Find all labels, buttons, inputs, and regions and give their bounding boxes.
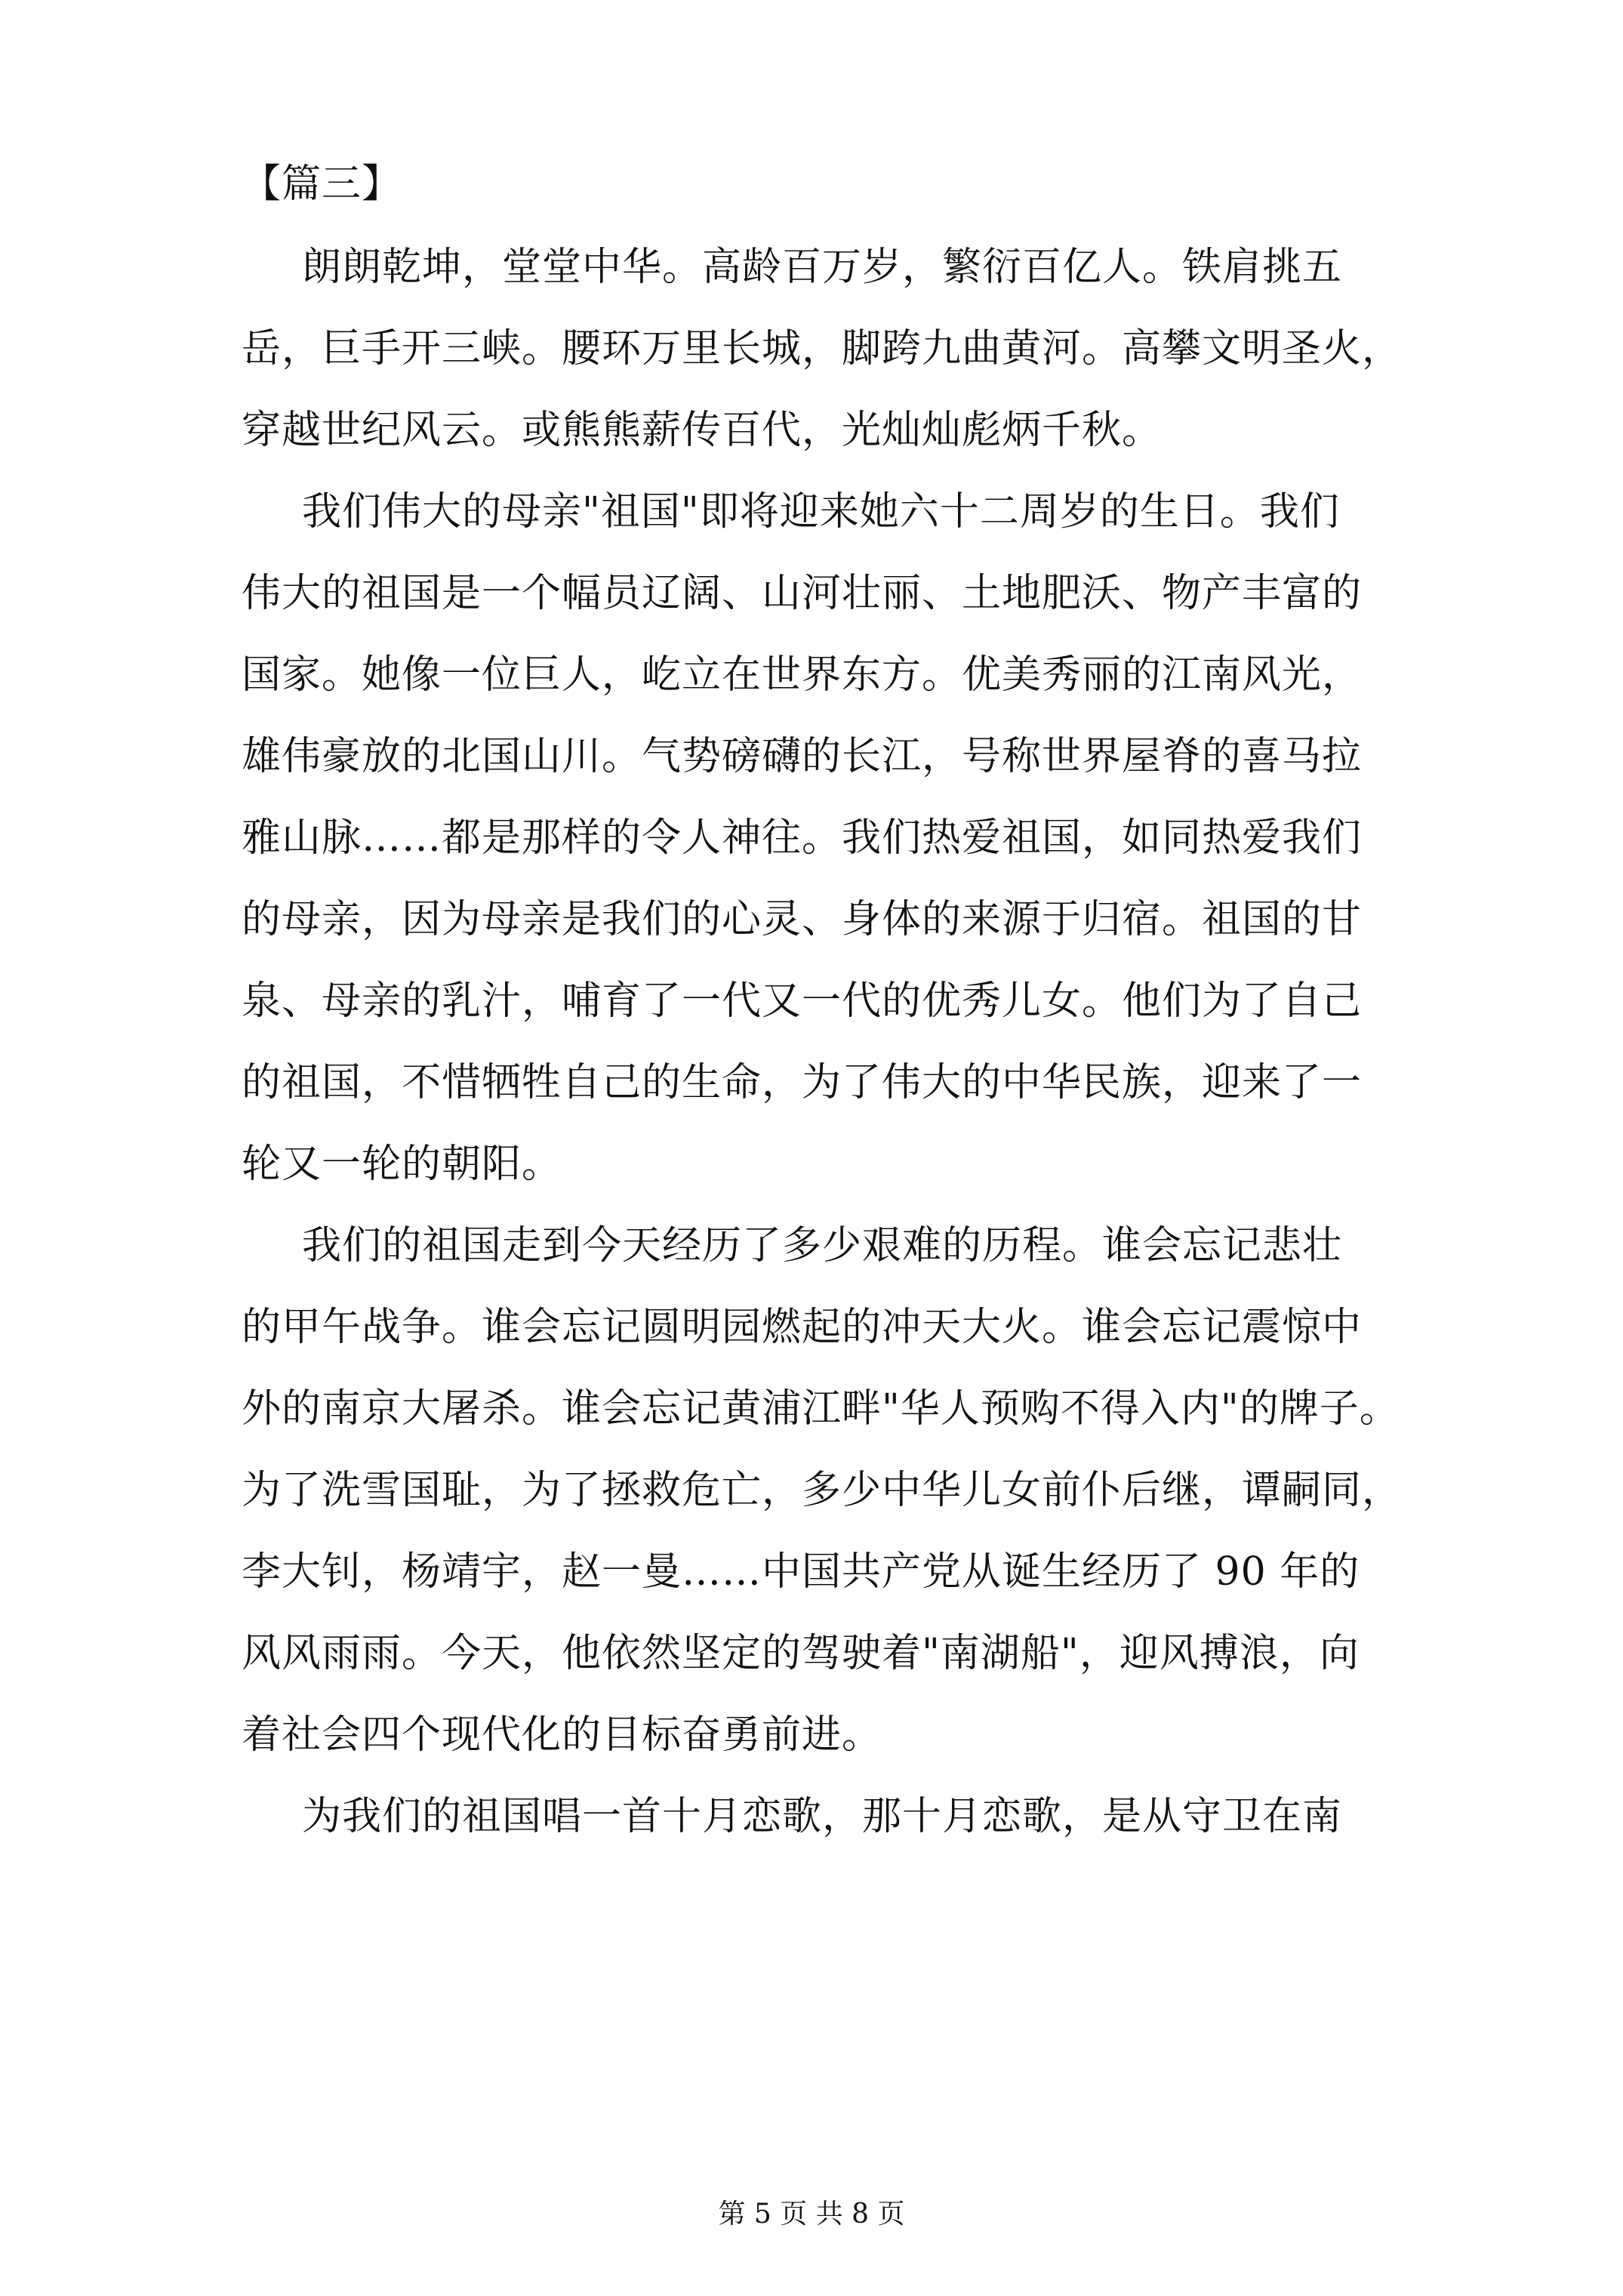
text-line: 为了洗雪国耻，为了拯救危亡，多少中华儿女前仆后继，谭嗣同， — [242, 1468, 1403, 1513]
text-line: 为我们的祖国唱一首十月恋歌，那十月恋歌，是从守卫在南 — [302, 1794, 1343, 1839]
text-line: 的祖国，不惜牺牲自己的生命，为了伟大的中华民族，迎来了一 — [242, 1060, 1363, 1105]
text-line: 外的南京大屠杀。谁会忘记黄浦江畔"华人预购不得入内"的牌子。 — [242, 1386, 1400, 1432]
text-line: 雅山脉……都是那样的令人神往。我们热爱祖国，如同热爱我们 — [242, 815, 1363, 861]
text-line: 着社会四个现代化的目标奋勇前进。 — [242, 1712, 882, 1758]
text-line: 我们伟大的母亲"祖国"即将迎来她六十二周岁的生日。我们 — [302, 489, 1340, 535]
text-line: 穿越世纪风云。或熊熊薪传百代，光灿灿彪炳千秋。 — [242, 408, 1163, 453]
text-line: 岳，巨手开三峡。腰环万里长城，脚跨九曲黄河。高攀文明圣火， — [242, 326, 1403, 371]
text-line: 的甲午战争。谁会忘记圆明园燃起的冲天大火。谁会忘记震惊中 — [242, 1305, 1363, 1350]
text-line: 伟大的祖国是一个幅员辽阔、山河壮丽、土地肥沃、物产丰富的 — [242, 571, 1363, 616]
page-footer: 第 5 页 共 8 页 — [718, 2199, 905, 2230]
text-line: 国家。她像一位巨人，屹立在世界东方。优美秀丽的江南风光， — [242, 652, 1363, 698]
section-heading: 【篇三】 — [242, 162, 402, 207]
text-line: 轮又一轮的朝阳。 — [242, 1142, 562, 1187]
text-line: 我们的祖国走到今天经历了多少艰难的历程。谁会忘记悲壮 — [302, 1223, 1343, 1268]
text-line: 朗朗乾坤，堂堂中华。高龄百万岁，繁衍百亿人。铁肩挑五 — [302, 245, 1343, 290]
text-line: 李大钊，杨靖宇，赵一曼……中国共产党从诞生经历了 90 年的 — [242, 1549, 1360, 1595]
text-line: 的母亲，因为母亲是我们的心灵、身体的来源于归宿。祖国的甘 — [242, 897, 1363, 942]
text-line: 风风雨雨。今天，他依然坚定的驾驶着"南湖船"，迎风搏浪，向 — [242, 1631, 1360, 1676]
text-line: 泉、母亲的乳汁，哺育了一代又一代的优秀儿女。他们为了自己 — [242, 978, 1363, 1024]
text-line: 雄伟豪放的北国山川。气势磅礴的长江，号称世界屋脊的喜马拉 — [242, 734, 1363, 779]
